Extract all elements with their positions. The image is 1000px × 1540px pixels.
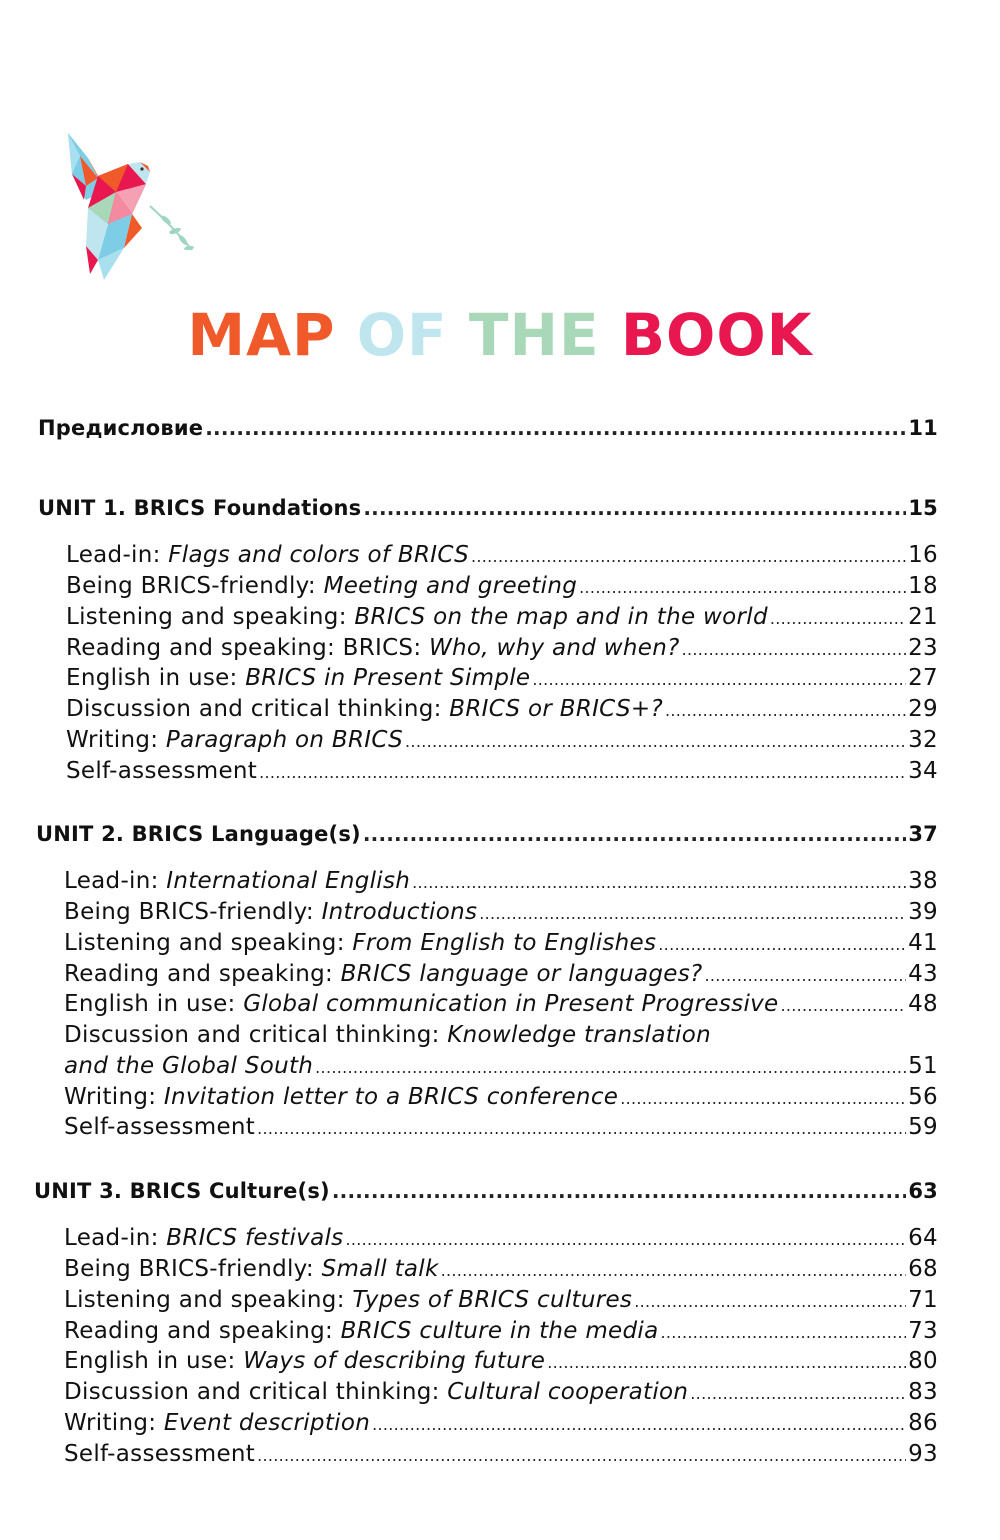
unit-title: UNIT 1. BRICS Foundations: [38, 496, 362, 520]
page-number: 43: [908, 961, 938, 987]
dot-leader: [363, 822, 907, 846]
toc-entry: [66, 573, 938, 599]
toc-entry: [66, 727, 938, 753]
dot-leader: [682, 640, 906, 659]
page-number: 80: [908, 1348, 938, 1374]
page-title: [0, 300, 1000, 370]
toc-entry-label: Lead-in: BRICS festivals: [64, 1225, 344, 1251]
toc-entry-label: Writing: Event description: [64, 1410, 371, 1436]
page-number: 37: [908, 822, 938, 846]
toc-entry: [64, 1114, 938, 1140]
dot-leader: [257, 1119, 906, 1138]
page-number: 93: [908, 1441, 938, 1467]
page-number: 18: [908, 573, 938, 599]
dot-leader: [532, 670, 906, 689]
dot-leader: [372, 1415, 906, 1434]
page-number: 68: [908, 1256, 938, 1282]
dot-leader: [690, 1384, 906, 1403]
toc-entry: [64, 991, 938, 1017]
dot-leader: [479, 904, 906, 923]
page-number: 32: [908, 727, 938, 753]
toc-entry-label: English in use: Ways of describing future: [64, 1348, 546, 1374]
dot-leader: [634, 1292, 906, 1311]
toc-entry: [64, 961, 938, 987]
toc-entry: [64, 1256, 938, 1282]
toc-entry-label: Being BRICS-friendly: Introductions: [64, 899, 478, 925]
dot-leader: [259, 763, 906, 782]
toc-preface: [38, 416, 938, 440]
title-word-of: OF: [356, 301, 448, 369]
toc-entry-label: Lead-in: Flags and colors of BRICS: [66, 542, 470, 568]
toc-entry-label: Writing: Invitation letter to a BRICS conference: [64, 1084, 619, 1110]
toc-entry: [64, 1441, 938, 1467]
toc-entry-continuation: and the Global South: [64, 1053, 314, 1079]
toc-entry-label: Discussion and critical thinking: Cultural cooperation: [64, 1379, 689, 1405]
dot-leader: [705, 966, 907, 985]
page-number: 29: [908, 696, 938, 722]
page-number: 59: [908, 1114, 938, 1140]
title-word-map: MAP: [187, 301, 336, 369]
page-number: 23: [908, 635, 938, 661]
toc-entry-label: Self-assessment: [64, 1114, 256, 1140]
unit-heading: [36, 822, 938, 846]
page-number: 41: [908, 930, 938, 956]
toc-entry-label: Being BRICS-friendly: Small talk: [64, 1256, 439, 1282]
dot-leader: [770, 609, 906, 628]
dot-leader: [412, 873, 906, 892]
dove-icon: [58, 128, 200, 286]
dot-leader: [658, 935, 906, 954]
page-number: 51: [908, 1053, 938, 1079]
toc-entry: [66, 542, 938, 568]
toc-entry-label: Discussion and critical thinking: BRICS or BRICS+?: [66, 696, 663, 722]
toc-entry-label: Self-assessment: [64, 1441, 256, 1467]
dot-leader: [665, 701, 906, 720]
dot-leader: [345, 1230, 906, 1249]
dot-leader: [660, 1323, 906, 1342]
dot-leader: [405, 732, 906, 751]
page-number: 21: [908, 604, 938, 630]
toc-entry: [66, 665, 938, 691]
page-number: 38: [908, 868, 938, 894]
toc-entry-label: Discussion and critical thinking: Knowledge translation: [64, 1022, 711, 1048]
page-number: 15: [908, 496, 938, 520]
dot-leader: [547, 1353, 906, 1372]
page-number: 56: [908, 1084, 938, 1110]
page-number: 64: [908, 1225, 938, 1251]
page-number: 83: [908, 1379, 938, 1405]
toc-entry: [64, 1318, 938, 1344]
page-number: 73: [908, 1318, 938, 1344]
page-number: 16: [908, 542, 938, 568]
title-word-the: THE: [468, 301, 600, 369]
toc-entry: [64, 1379, 938, 1405]
toc-entry-label: Being BRICS-friendly: Meeting and greeting: [66, 573, 578, 599]
toc-entry-label: Reading and speaking: BRICS culture in the media: [64, 1318, 659, 1344]
toc-entry: [64, 1287, 938, 1313]
page-number: 86: [908, 1410, 938, 1436]
dot-leader: [363, 496, 906, 520]
dot-leader: [471, 547, 906, 566]
dot-leader: [620, 1089, 906, 1108]
toc-entry-label: Listening and speaking: BRICS on the map and in the world: [66, 604, 768, 630]
toc-entry: [66, 696, 938, 722]
toc-entry-label: Listening and speaking: Types of BRICS cultures: [64, 1287, 633, 1313]
unit-title: UNIT 2. BRICS Language(s): [36, 822, 361, 846]
toc-entry: [64, 868, 938, 894]
toc-entry: [64, 930, 938, 956]
toc-entry: [64, 899, 938, 925]
toc-entry-label: Listening and speaking: From English to Englishes: [64, 930, 657, 956]
toc-entry: [66, 635, 938, 661]
dot-leader: [441, 1261, 907, 1280]
toc-entry: [66, 604, 938, 630]
page-number: 48: [908, 991, 938, 1017]
toc-entry-label: English in use: BRICS in Present Simple: [66, 665, 531, 691]
toc-entry-label: Reading and speaking: BRICS: Who, why and when?: [66, 635, 680, 661]
toc-entry: [64, 1410, 938, 1436]
toc-entry: [66, 758, 938, 784]
page-number: 63: [908, 1179, 938, 1203]
page-number: 27: [908, 665, 938, 691]
dot-leader: [332, 1179, 907, 1203]
toc-entry-label: English in use: Global communication in Present Progressive: [64, 991, 779, 1017]
dot-leader: [781, 996, 907, 1015]
dot-leader: [579, 578, 906, 597]
toc-entry: [64, 1084, 938, 1110]
page-number: 39: [908, 899, 938, 925]
dot-leader: [315, 1058, 906, 1077]
page-number: 34: [908, 758, 938, 784]
toc-entry-label: Предисловие: [38, 416, 204, 440]
page-number: 11: [908, 416, 938, 440]
toc-entry: [64, 1348, 938, 1374]
toc-entry-label: Self-assessment: [66, 758, 258, 784]
toc-entry: [64, 1053, 938, 1079]
title-word-book: BOOK: [620, 301, 813, 369]
toc-entry: [64, 1225, 938, 1251]
unit-title: UNIT 3. BRICS Culture(s): [34, 1179, 330, 1203]
dot-leader: [205, 416, 906, 440]
dot-leader: [257, 1446, 906, 1465]
toc-entry-label: Reading and speaking: BRICS language or languages?: [64, 961, 703, 987]
unit-heading: [34, 1179, 938, 1203]
page-number: 71: [908, 1287, 938, 1313]
unit-heading: [38, 496, 938, 520]
toc-entry-label: Writing: Paragraph on BRICS: [66, 727, 404, 753]
toc-entry-label: Lead-in: International English: [64, 868, 411, 894]
